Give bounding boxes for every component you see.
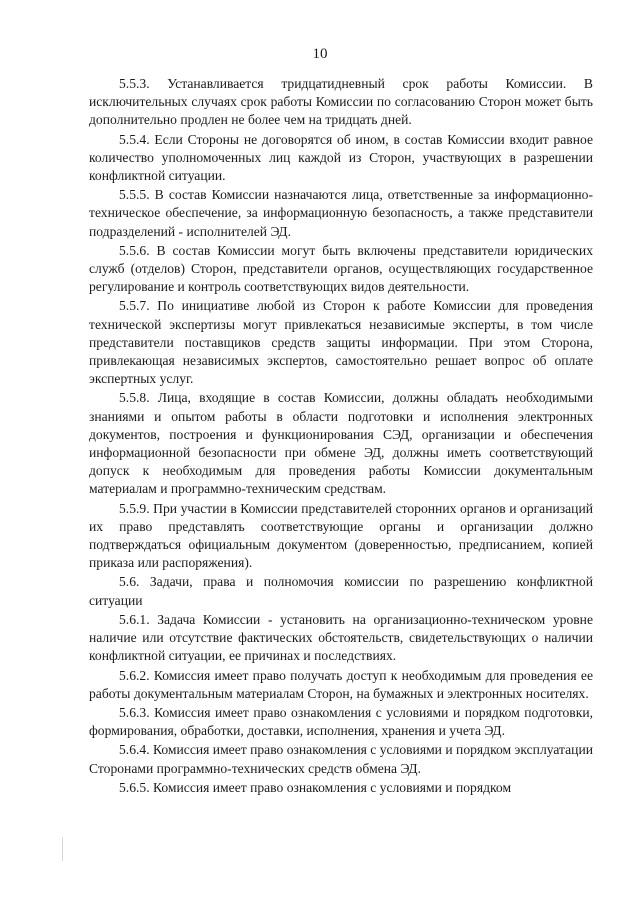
paragraph-5-5-5: 5.5.5. В состав Комиссии назначаются лица, ответственные за информационно-техническое обеспечение, за информационную безопасность, а также представители подразделений - исполнителей ЭД. <box>89 187 593 239</box>
paragraph-5-5-3: 5.5.3. Устанавливается тридцатидневный срок работы Комиссии. В исключительных случаях срок работы Комиссии по согласованию Сторон может быть дополнительно продлен не более чем на тридцать дней. <box>89 76 593 128</box>
paragraph-5-6-4: 5.6.4. Комиссия имеет право ознакомления с условиями и порядком эксплуатации Сторонами программно-технических средств обмена ЭД. <box>89 742 593 776</box>
paragraph-5-6-2: 5.6.2. Комиссия имеет право получать доступ к необходимым для проведения ее работы документальным материалам Сторон, на бумажных и электронных носителях. <box>89 667 593 701</box>
paragraph-5-6-5: 5.6.5. Комиссия имеет право ознакомления с условиями и порядком <box>119 779 512 795</box>
paragraph-5-5-7: 5.5.7. По инициативе любой из Сторон к работе Комиссии для проведения технической экспертизы могут привлекаться независимые эксперты, в том числе представители поставщиков средств защиты информации. При этом Сторона, привлекающая независимых экспертов, самостоятельно решает вопрос об оплате экспертных услуг. <box>89 298 593 387</box>
page-number: 10 <box>312 46 328 62</box>
scan-margin-mark <box>62 837 63 861</box>
paragraph-5-5-6: 5.5.6. В состав Комиссии могут быть включены представители юридических служб (отделов) Сторон, представители органов, осуществляющих государственное регулирование и контроль соответствующих видов деятельности. <box>89 242 593 295</box>
section-heading-5-6: 5.6. Задачи, права и полномочия комиссии по разрешению конфликтной ситуации <box>89 574 593 608</box>
paragraph-5-5-4: 5.5.4. Если Стороны не договорятся об ином, в состав Комиссии входит равное количество уполномоченных лиц каждой из Сторон, участвующих в разрешении конфликтной ситуации. <box>89 131 593 184</box>
paragraph-5-6-3: 5.6.3. Комиссия имеет право ознакомления с условиями и порядком подготовки, формирования, обработки, доставки, исполнения, хранения и учета ЭД. <box>89 704 593 739</box>
paragraph-5-6-1: 5.6.1. Задача Комиссии - установить на организационно-техническом уровне наличие или отсутствие фактических обстоятельств, свидетельствующих о наличии конфликтной ситуации, ее причинах и последствиях. <box>89 611 593 664</box>
paragraph-5-5-8: 5.5.8. Лица, входящие в состав Комиссии, должны обладать необходимыми знаниями и опытом работы в области подготовки и исполнения электронных документов, построения и функционирования СЭД, организации и обеспечения информационной безопасности при обмене ЭД, должны иметь соответствующий допуск к необходимым для проведения работы Комиссии документальным материалам и программно-техническим средствам. <box>89 390 593 497</box>
document-body <box>89 75 593 797</box>
paragraph-5-5-9: 5.5.9. При участии в Комиссии представителей сторонних органов и организаций их право представлять соответствующие органы и организации должно подтверждаться официальным документом (доверенностью, предписанием, копией приказа или распоряжения). <box>89 500 593 571</box>
